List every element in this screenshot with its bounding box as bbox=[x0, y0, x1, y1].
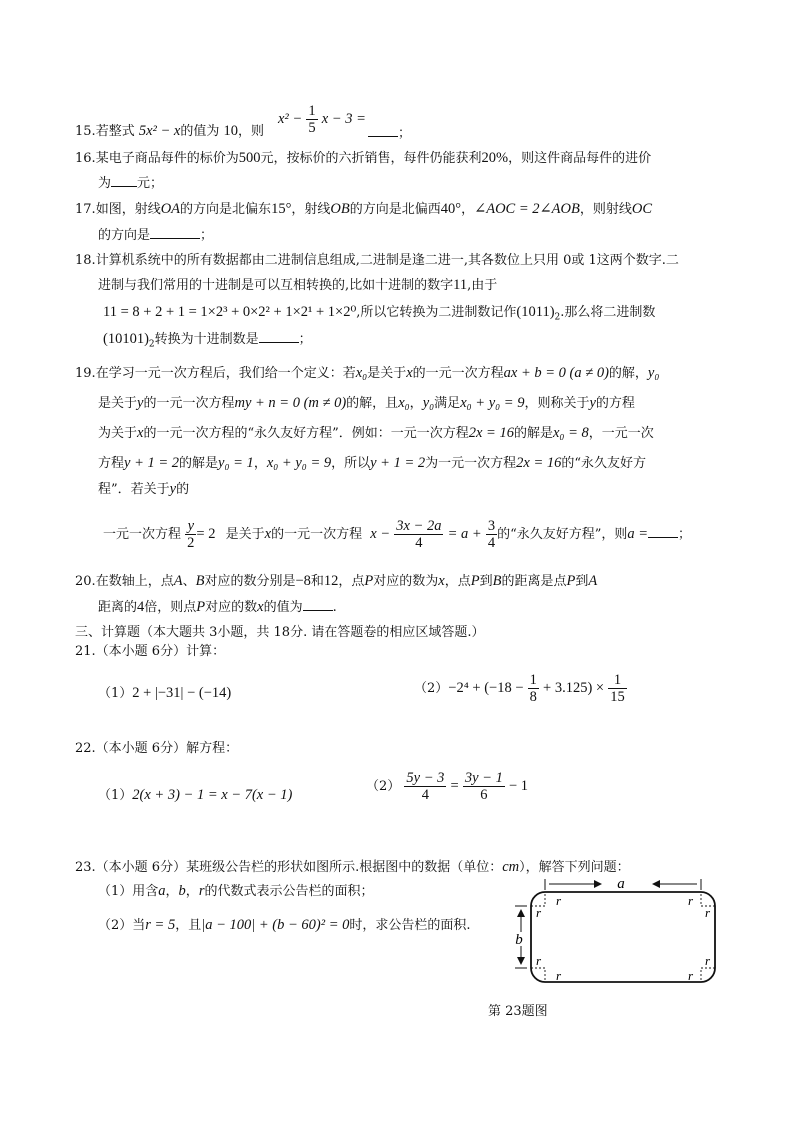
question-19-line5: 程”．若关于y的 bbox=[98, 481, 190, 497]
answer-blank-15: ； bbox=[368, 124, 411, 143]
question-21-part1: （1）2 + |−31| − (−14) bbox=[98, 685, 232, 701]
question-18: 18.计算机系统中的所有数据都由二进制信息组成,二进制是逢二进一,其各数位上只用 0或 1这两个数字.二 bbox=[75, 253, 679, 268]
question-21-part2: （2）−2⁴ + (−18 − $\frac{1}{8}$ + 3.125) × $\frac{1}{15}$ bbox=[414, 672, 625, 705]
radius-label: r bbox=[556, 893, 562, 908]
question-19-line2: 是关于y的一元一次方程my + n = 0 (m ≠ 0)的解，且x₀，y₀满足x₀ + y₀ = 9，则称关于y的方程 bbox=[98, 395, 635, 411]
question-22-part1: （1）2(x + 3) − 1 = x − 7(x − 1) bbox=[98, 787, 293, 803]
question-22-part2: （2） $\frac{5y - 3}{4}$ = $\frac{3y - 1}{6}$ − 1 bbox=[366, 770, 529, 803]
question-15: 15.若整式 5x² − x的值为 10，则 bbox=[75, 123, 265, 139]
question-16: 16.某电子商品每件的标价为500元，按标价的六折销售，每件仍能获利20%，则这件商品每件的进价 bbox=[75, 150, 652, 166]
question-17-line2: 的方向是 ； bbox=[98, 228, 214, 243]
bulletin-board-figure bbox=[505, 870, 725, 995]
question-19: 19.在学习一元一次方程后，我们给一个定义：若x₀是关于x的一元一次方程ax + b = 0 (a ≠ 0)的解，y₀ bbox=[75, 365, 660, 381]
radius-label: r bbox=[536, 905, 542, 920]
section-3-heading: 三、计算题（本大题共 3小题，共 18分. 请在答题卷的相应区域答题.） bbox=[75, 625, 485, 640]
question-23-part1: （1）用含a，b，r的代数式表示公告栏的面积； bbox=[98, 883, 374, 899]
radius-label: r bbox=[688, 893, 694, 908]
radius-label: r bbox=[705, 953, 711, 968]
radius-label: r bbox=[556, 968, 562, 983]
question-20: 20.在数轴上，点A、B对应的数分别是−8和12，点P对应的数为x，点P到B的距离是点P到A bbox=[75, 573, 598, 589]
question-15-expression: x² − $\frac{1}{5}$ x − 3 = bbox=[278, 103, 366, 136]
figure-caption: 第 23题图 bbox=[488, 1004, 548, 1019]
question-23-heading: 23.（本小题 6分）某班级公告栏的形状如图所示.根据图中的数据（单位：cm），解答下列问题： bbox=[75, 859, 630, 875]
dimension-a-label: a bbox=[617, 876, 625, 892]
radius-label: r bbox=[536, 953, 542, 968]
question-18-line2: 进制与我们常用的十进制是可以互相转换的,比如十进制的数字11,由于 bbox=[98, 277, 498, 293]
dimension-b-label: b bbox=[515, 932, 523, 948]
question-19-line6: 一元一次方程 $\frac{y}{2}$ = 2 是关于x的一元一次方程 x − $\frac{3x - 2a}{4}$ = a + $\frac{3}{4}$ 的“永久友好方程”，则a = ； bbox=[103, 518, 692, 551]
radius-label: r bbox=[705, 905, 711, 920]
question-18-line3: 11 = 8 + 2 + 1 = 1×2³ + 0×2² + 1×2¹ + 1×2⁰,所以它转换为二进制数记作$(1011)_2$.那么将二进制数 bbox=[103, 304, 656, 323]
radius-label: r bbox=[688, 968, 694, 983]
question-17: 17.如图，射线OA的方向是北偏东15°，射线OB的方向是北偏西40°，∠AOC = 2∠AOB，则射线OC bbox=[75, 201, 653, 217]
question-19-line4: 方程y + 1 = 2的解是y₀ = 1，x₀ + y₀ = 9，所以y + 1 = 2为一元一次方程2x = 16的“永久友好方 bbox=[98, 455, 647, 471]
question-22-heading: 22.（本小题 6分）解方程： bbox=[75, 741, 239, 756]
question-21-heading: 21.（本小题 6分）计算： bbox=[75, 644, 226, 659]
question-18-line4: $(10101)_2$转换为十进制数是 ； bbox=[103, 331, 312, 350]
question-20-line2: 距离的4倍，则点P对应的数x的值为 . bbox=[98, 599, 337, 615]
question-16-line2: 为 元； bbox=[98, 176, 164, 191]
question-23-part2: （2）当r = 5，且|a − 100| + (b − 60)² = 0时，求公告栏的面积. bbox=[98, 917, 471, 933]
question-19-line3: 为关于x的一元一次方程的“永久友好方程”．例如：一元一次方程2x = 16的解是x₀ = 8，一元一次 bbox=[98, 425, 654, 441]
